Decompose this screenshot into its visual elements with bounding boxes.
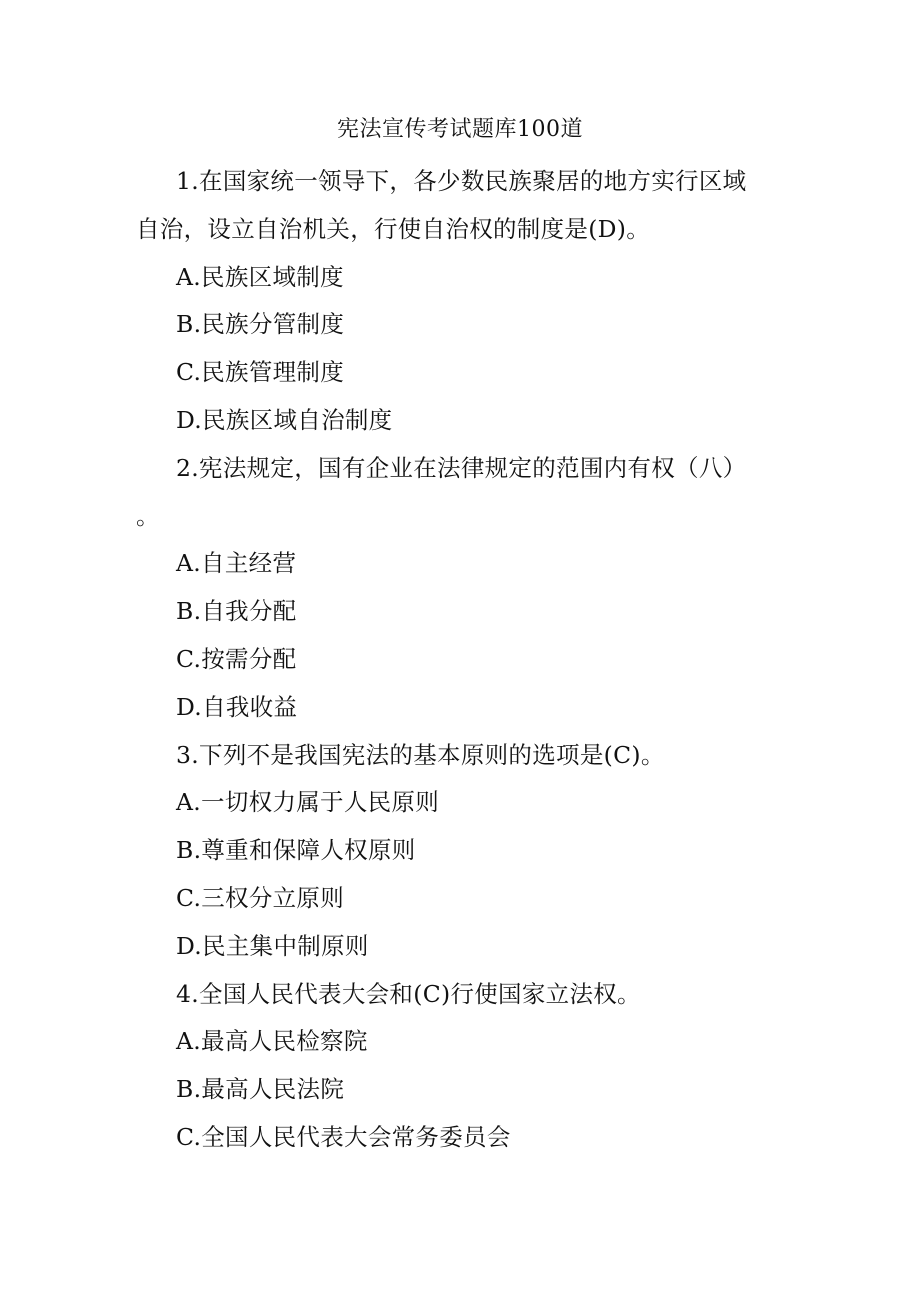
text-line: D.民族区域自治制度 (176, 405, 393, 434)
text-line: C.民族管理制度 (176, 358, 345, 387)
text-line: A.自主经营 (176, 549, 297, 578)
text-line: 自治，设立自治机关，行使自治权的制度是(D)。 (136, 214, 651, 243)
text-line: 。 (136, 501, 160, 530)
text-line: A.最高人民检察院 (176, 1027, 368, 1056)
text-line: C.全国人民代表大会常务委员会 (176, 1122, 511, 1151)
text-line: B.自我分配 (176, 597, 297, 626)
text-line: 2.宪法规定，国有企业在法律规定的范围内有权（八） (176, 453, 747, 482)
text-line: A.民族区域制度 (176, 262, 344, 291)
text-line: 1.在国家统一领导下，各少数民族聚居的地方实行区域 (176, 167, 747, 195)
document-title: 宪法宣传考试题库100道 (337, 117, 583, 142)
document-body (136, 158, 786, 1162)
text-line: 4.全国人民代表大会和(C)行使国家立法权。 (176, 979, 641, 1008)
text-line: B.民族分管制度 (176, 310, 345, 339)
text-line: B.尊重和保障人权原则 (176, 836, 416, 865)
text-line: A.一切权力属于人民原则 (176, 788, 440, 817)
text-line: D.自我收益 (176, 692, 298, 721)
text-line: C.按需分配 (176, 644, 297, 673)
text-line: B.最高人民法院 (176, 1075, 345, 1104)
text-line: C.三权分立原则 (176, 883, 345, 912)
text-line: 3.下列不是我国宪法的基本原则的选项是(C)。 (176, 740, 665, 769)
text-line: D.民主集中制原则 (176, 931, 369, 960)
